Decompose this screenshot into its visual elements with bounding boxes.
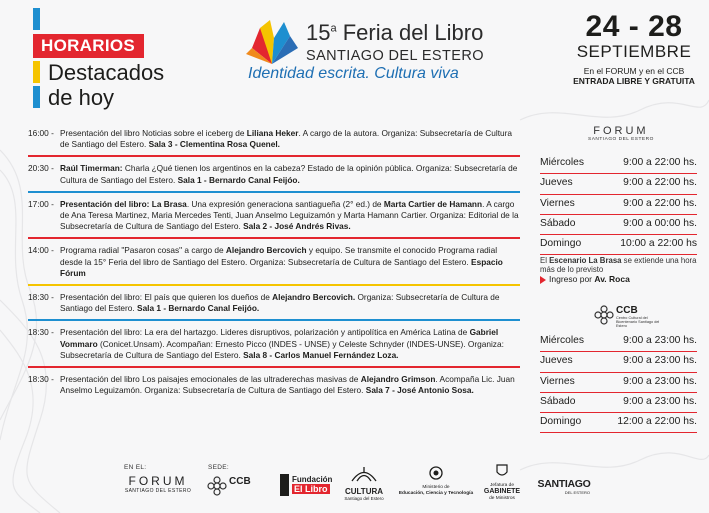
event-time: 16:00 - xyxy=(28,128,54,138)
ministerio-line1: Ministerio de xyxy=(422,485,450,490)
venues: En el FORUM y en el CCB xyxy=(583,66,685,76)
event-text: . Una expresión generaciona santiagueña (2° ed.) de xyxy=(186,198,384,209)
cultura-name: CULTURA xyxy=(344,487,384,496)
blue-bar xyxy=(33,8,40,30)
event-text: Programa radial "Pasaron cosas" a cargo de xyxy=(60,245,226,256)
event-item xyxy=(28,292,520,314)
footer-cultura-logo xyxy=(340,466,388,501)
schedule-hours: 12:00 a 22:00 hs. xyxy=(617,416,697,428)
event-separator xyxy=(28,155,520,157)
fundacion-line1: Fundación xyxy=(292,475,333,484)
event-text: Organiza: Subsecretaría de Cultura de Santiago del Estero. xyxy=(60,292,500,314)
admission: ENTRADA LIBRE Y GRATUITA xyxy=(573,76,695,86)
schedule-hours: 9:00 a 22:00 hs. xyxy=(623,157,697,168)
schedule-day: Sábado xyxy=(540,217,576,229)
event-list xyxy=(28,128,520,396)
event-highlight: Raúl Timerman: xyxy=(60,163,123,174)
entry-street: Av. Roca xyxy=(594,274,630,284)
schedule-hours: 9:00 a 23:00 hs. xyxy=(623,395,697,407)
note-stage: Escenario La Brasa xyxy=(549,256,622,265)
ccb-name: CCB xyxy=(616,305,638,316)
event-text: Presentación del libro Los paisajes emocionales de las ultraderechas masivas de xyxy=(60,374,361,385)
forum-schedule-row xyxy=(540,235,697,255)
ccb-logo xyxy=(594,305,674,331)
event-highlight: Sala 1 - Bernardo Canal Feijóo. xyxy=(137,303,260,314)
event-text: Presentación del libro Noticias sobre el iceberg de xyxy=(60,128,247,138)
event-text: (Conicet.Unsam). Acompañan: Ernesto Picco (INDES - UNSE) y Celeste Schnyder (INDES-UNSE). Organiza: Subsecretaría de Cultura de Santiago del Estero. xyxy=(60,338,504,360)
event-time: 17:00 - xyxy=(28,198,54,209)
schedule-day: Jueves xyxy=(540,177,573,189)
event-highlight: Sala 2 - José Andrés Rivas. xyxy=(243,221,351,232)
event-item xyxy=(28,374,520,396)
ccb-schedule-row xyxy=(540,413,697,433)
note-prefix: El xyxy=(540,256,550,265)
event-dates xyxy=(560,10,708,86)
event-highlight: Alejandro Bercovich xyxy=(225,245,307,256)
ccb-schedule-row xyxy=(540,332,697,352)
forum-schedule-row xyxy=(540,154,697,174)
schedule-hours: 9:00 a 22:00 hs. xyxy=(623,197,697,209)
schedule-hours: 9:00 a 22:00 hs. xyxy=(623,177,697,189)
title-line-2: de hoy xyxy=(48,85,115,110)
footer-ministerio-logo xyxy=(398,466,474,496)
event-text: . A cargo de la autora. Organiza: Subsecretaría de Cultura de Santiago del Estero. xyxy=(60,128,512,150)
feria-title: Feria del Libro xyxy=(336,20,484,45)
schedule-hours: 9:00 a 23:00 hs. xyxy=(623,375,697,387)
month: SEPTIEMBRE xyxy=(576,42,692,61)
footer-jefatura-logo xyxy=(478,464,526,502)
footer-label-sede: SEDE: xyxy=(208,464,230,471)
footer-forum-sub: SANTIAGO DEL ESTERO xyxy=(124,488,192,494)
event-time: 14:00 - xyxy=(28,245,54,256)
event-text: Presentación del libro: El país que quieren los dueños de xyxy=(60,292,273,303)
event-item xyxy=(28,163,520,185)
schedule-day: Miércoles xyxy=(540,157,585,168)
event-item xyxy=(28,327,520,361)
forum-schedule xyxy=(540,154,697,255)
edition-number: 15 xyxy=(306,20,331,45)
schedule-day: Viernes xyxy=(540,197,575,209)
footer-forum-name: FORUM xyxy=(128,474,188,488)
ministerio-line2: Educación, Ciencia y Tecnología xyxy=(398,490,474,496)
event-highlight: Sala 7 - José Antonio Sosa. xyxy=(365,385,474,396)
ccb-schedule xyxy=(540,332,697,433)
feria-name xyxy=(306,20,483,46)
title-line-1: Destacados xyxy=(48,60,165,85)
event-text: . A cargo de Ana Teresa Martinez, Maria Mercedes Tenti, Juan Anselmo Leguizamón y Marta Hamann Cartier. Organiza: Editorial de la Subsecretaría de Cultura de Santiago del Estero. xyxy=(60,198,519,232)
schedule-day: Sábado xyxy=(540,395,576,407)
feria-tagline: Identidad escrita. Cultura viva xyxy=(248,65,459,82)
santiago-sub: DEL ESTERO xyxy=(564,490,590,495)
yellow-bar xyxy=(33,61,40,83)
fundacion-book-icon xyxy=(280,474,289,496)
ccb-flower-icon xyxy=(594,305,614,325)
jefatura-line2: GABINETE xyxy=(483,488,521,496)
event-highlight: Espacio Fórum xyxy=(60,256,503,278)
event-description xyxy=(60,374,520,396)
schedule-day: Domingo xyxy=(540,416,582,428)
event-text: y equipo. Se transmite el conocido Programa radial desde la 15° Feria del libro de Santiago del Estero. Organiza: Subsecretaría de Cultura de Santiago del Estero. xyxy=(60,245,498,267)
event-description xyxy=(60,327,520,361)
arrow-right-icon xyxy=(540,276,546,284)
event-description xyxy=(60,199,520,233)
footer-ccb-icon xyxy=(207,476,227,496)
event-highlight: Sala 1 - Bernardo Canal Feijóo. xyxy=(177,174,300,185)
note-suffix: se extiende una hora más de lo previsto xyxy=(540,256,697,274)
event-item xyxy=(28,199,520,233)
event-description xyxy=(60,245,520,279)
event-highlight: Alejandro Grimson xyxy=(360,374,436,385)
event-text: Charla ¿Qué tienen los argentinos en la cabeza? Estado de la opinión pública. Organiza: Subsecretaría de Cultura de Santiago del Estero. xyxy=(60,163,518,185)
open-book-icon xyxy=(246,18,298,68)
event-text: . Acompaña Lic. Juan Anselmo Leguizamón. Organiza: Subsecretaría de Cultura de Santiago del Estero. xyxy=(60,374,515,396)
footer-fundacion-logo xyxy=(280,474,333,498)
ccb-schedule-row xyxy=(540,373,697,393)
jefatura-shield-icon xyxy=(495,464,509,478)
page-title xyxy=(48,60,164,110)
jefatura-line1: Jefatura de xyxy=(489,483,514,488)
fundacion-line2: El Libro xyxy=(294,484,328,494)
event-separator xyxy=(28,191,520,193)
horarios-badge: HORARIOS xyxy=(33,34,144,58)
entry-info xyxy=(540,274,630,284)
santiago-name: SANTIAGO xyxy=(537,478,591,490)
forum-sub: SANTIAGO DEL ESTERO xyxy=(588,137,654,142)
ccb-schedule-row xyxy=(540,393,697,413)
event-highlight: Liliana Heker xyxy=(246,128,299,138)
event-highlight: Presentación del libro: La Brasa xyxy=(60,198,187,209)
event-highlight: Marta Cartier de Hamann xyxy=(383,198,483,209)
cultura-sub: Santiago del Estero xyxy=(344,496,384,501)
event-time: 18:30 - xyxy=(28,374,54,385)
event-description xyxy=(60,128,520,150)
footer-label-en: EN EL: xyxy=(124,464,147,471)
schedule-hours: 9:00 a 23:00 hs. xyxy=(623,335,697,346)
forum-schedule-row xyxy=(540,215,697,235)
blue-bar-lower xyxy=(33,86,40,108)
event-highlight: Alejandro Bercovich. xyxy=(272,292,356,303)
forum-name: FORUM xyxy=(593,125,649,137)
forum-schedule-row xyxy=(540,195,697,215)
footer-forum-logo xyxy=(122,474,194,494)
footer-ccb-name: CCB xyxy=(229,476,251,487)
ministerio-emblem-icon xyxy=(427,466,445,480)
schedule-hours: 10:00 a 22:00 hs xyxy=(620,238,697,250)
feria-logo xyxy=(246,18,526,88)
event-description xyxy=(60,163,520,185)
schedule-hours: 9:00 a 23:00 hs. xyxy=(623,355,697,367)
schedule-day: Jueves xyxy=(540,355,573,367)
event-separator xyxy=(28,284,520,286)
event-separator xyxy=(28,366,520,368)
feria-city: SANTIAGO DEL ESTERO xyxy=(306,48,484,64)
event-highlight: Sala 3 - Clementina Rosa Quenel. xyxy=(148,139,280,150)
ccb-sub: Centro Cultural del Bicentenario Santiago del Estero xyxy=(616,316,660,329)
entry-prefix: Ingreso por xyxy=(549,274,595,284)
escenario-note xyxy=(540,257,700,274)
cultura-sun-icon xyxy=(349,466,379,482)
schedule-day: Viernes xyxy=(540,375,575,387)
event-separator xyxy=(28,319,520,321)
schedule-hours: 9:00 a 00:00 hs. xyxy=(623,217,697,229)
event-text: Presentación del libro: La era del hartazgo. Lideres disruptivos, polarización y antipolítica en América Latina de xyxy=(60,327,470,338)
schedule-day: Miércoles xyxy=(540,335,585,346)
footer-ccb-logo xyxy=(207,474,265,498)
event-time: 18:30 - xyxy=(28,327,54,338)
ccb-schedule-row xyxy=(540,352,697,372)
edition-ordinal: a xyxy=(330,22,337,35)
event-highlight: Gabriel Vommaro xyxy=(60,327,499,349)
date-range: 24 - 28 xyxy=(585,10,683,43)
schedule-day: Domingo xyxy=(540,238,582,250)
event-separator xyxy=(28,237,520,239)
event-highlight: Sala 8 - Carlos Manuel Fernández Loza. xyxy=(243,349,399,360)
forum-schedule-row xyxy=(540,174,697,194)
event-time: 20:30 - xyxy=(28,163,54,174)
jefatura-line3: de Ministros xyxy=(489,496,515,502)
forum-logo xyxy=(588,125,654,142)
event-item xyxy=(28,245,520,279)
event-time: 18:30 - xyxy=(28,292,54,303)
event-description xyxy=(60,292,520,314)
footer-santiago-logo xyxy=(534,478,594,495)
event-item xyxy=(28,128,520,150)
